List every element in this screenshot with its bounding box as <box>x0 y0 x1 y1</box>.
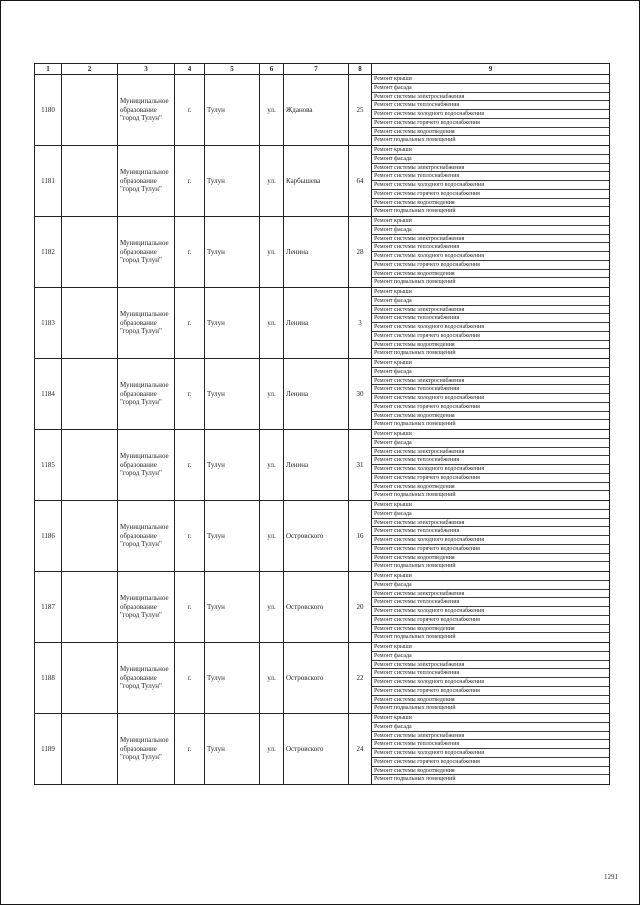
settlement-type-cell: г. <box>175 430 205 501</box>
repair-item: Ремонт системы холодного водоснабжения <box>372 323 609 332</box>
repair-item: Ремонт системы горячего водоснабжения <box>372 261 609 270</box>
repair-item: Ремонт подвальных помещений <box>374 705 456 712</box>
repair-item: Ремонт системы холодного водоснабжения <box>372 181 609 190</box>
repair-item: Ремонт крыши <box>372 217 609 226</box>
repair-item: Ремонт системы водоотведения <box>372 412 609 421</box>
repairs-list-cell <box>372 359 610 430</box>
empty-cell <box>62 217 118 288</box>
repair-item: Ремонт фасада <box>372 652 609 661</box>
repair-item: Ремонт системы горячего водоснабжения <box>372 119 609 128</box>
settlement-type-cell: г. <box>175 288 205 359</box>
house-number-cell: 16 <box>349 501 372 572</box>
house-number-cell: 31 <box>349 430 372 501</box>
empty-cell <box>62 572 118 643</box>
repair-item: Ремонт системы теплоснабжения <box>372 314 609 323</box>
repair-item: Ремонт системы электроснабжения <box>372 590 609 599</box>
repairs-list-cell <box>372 643 610 714</box>
street-cell: Островского <box>284 572 349 643</box>
repairs-table <box>34 63 610 785</box>
repair-item: Ремонт системы горячего водоснабжения <box>372 758 609 767</box>
repairs-list-cell <box>372 572 610 643</box>
repair-item: Ремонт системы теплоснабжения <box>372 669 609 678</box>
street-type-cell: ул. <box>260 572 284 643</box>
table-row <box>35 359 610 430</box>
repair-item: Ремонт подвальных помещений <box>374 279 456 286</box>
table-row <box>35 217 610 288</box>
municipality-cell: Муниципальное образование "город Тулун" <box>118 572 175 643</box>
repair-item: Ремонт системы водоотведения <box>372 483 609 492</box>
repair-item: Ремонт фасада <box>372 439 609 448</box>
municipality-cell: Муниципальное образование "город Тулун" <box>118 643 175 714</box>
repair-item: Ремонт системы теплоснабжения <box>372 172 609 181</box>
empty-cell <box>62 714 118 785</box>
municipality-cell: Муниципальное образование "город Тулун" <box>118 501 175 572</box>
column-header-6: 6 <box>260 64 284 75</box>
street-cell: Ленина <box>284 217 349 288</box>
house-number-cell: 22 <box>349 643 372 714</box>
settlement-cell: Тулун <box>205 572 260 643</box>
table-row <box>35 572 610 643</box>
row-number-cell: 1182 <box>35 217 62 288</box>
settlement-cell: Тулун <box>205 146 260 217</box>
house-number-cell: 20 <box>349 572 372 643</box>
street-cell: Островского <box>284 643 349 714</box>
repairs-list-cell <box>372 75 610 146</box>
house-number-cell: 25 <box>349 75 372 146</box>
repair-item: Ремонт подвальных помещений <box>374 350 456 357</box>
empty-cell <box>62 288 118 359</box>
repair-item: Ремонт системы электроснабжения <box>372 732 609 741</box>
repair-item: Ремонт системы теплоснабжения <box>372 385 609 394</box>
repair-item: Ремонт подвальных помещений <box>374 634 456 641</box>
table-row <box>35 430 610 501</box>
repair-item: Ремонт системы водоотведения <box>372 625 609 634</box>
repair-item: Ремонт системы холодного водоснабжения <box>372 678 609 687</box>
column-header-1: 1 <box>35 64 62 75</box>
page-number: 1291 <box>604 873 618 881</box>
street-type-cell: ул. <box>260 501 284 572</box>
repair-item: Ремонт системы холодного водоснабжения <box>372 110 609 119</box>
repair-item: Ремонт подвальных помещений <box>374 208 456 215</box>
street-type-cell: ул. <box>260 359 284 430</box>
repair-item: Ремонт подвальных помещений <box>374 776 456 783</box>
repair-item: Ремонт системы электроснабжения <box>372 164 609 173</box>
municipality-cell: Муниципальное образование "город Тулун" <box>118 430 175 501</box>
street-type-cell: ул. <box>260 146 284 217</box>
repair-item: Ремонт системы электроснабжения <box>372 661 609 670</box>
empty-cell <box>62 359 118 430</box>
repair-item: Ремонт системы водоотведения <box>372 128 609 137</box>
repairs-list-cell <box>372 501 610 572</box>
repairs-list-cell <box>372 146 610 217</box>
repair-item: Ремонт крыши <box>372 501 609 510</box>
table-row <box>35 714 610 785</box>
repair-item: Ремонт фасада <box>372 297 609 306</box>
repair-item: Ремонт системы электроснабжения <box>372 377 609 386</box>
repair-item: Ремонт крыши <box>372 146 609 155</box>
settlement-type-cell: г. <box>175 359 205 430</box>
empty-cell <box>62 501 118 572</box>
row-number-cell: 1187 <box>35 572 62 643</box>
house-number-cell: 28 <box>349 217 372 288</box>
street-cell: Ленина <box>284 430 349 501</box>
settlement-type-cell: г. <box>175 501 205 572</box>
municipality-cell: Муниципальное образование "город Тулун" <box>118 359 175 430</box>
repair-item: Ремонт системы электроснабжения <box>372 235 609 244</box>
repair-item: Ремонт системы теплоснабжения <box>372 598 609 607</box>
street-type-cell: ул. <box>260 430 284 501</box>
repair-item: Ремонт крыши <box>372 430 609 439</box>
settlement-cell: Тулун <box>205 714 260 785</box>
table-body <box>35 75 610 785</box>
repair-item: Ремонт системы теплоснабжения <box>372 101 609 110</box>
municipality-cell: Муниципальное образование "город Тулун" <box>118 217 175 288</box>
settlement-type-cell: г. <box>175 714 205 785</box>
settlement-type-cell: г. <box>175 643 205 714</box>
repair-item: Ремонт системы горячего водоснабжения <box>372 687 609 696</box>
repair-item: Ремонт системы холодного водоснабжения <box>372 465 609 474</box>
repair-item: Ремонт системы теплоснабжения <box>372 527 609 536</box>
row-number-cell: 1188 <box>35 643 62 714</box>
settlement-cell: Тулун <box>205 643 260 714</box>
settlement-type-cell: г. <box>175 75 205 146</box>
repair-item: Ремонт фасада <box>372 581 609 590</box>
repair-item: Ремонт системы электроснабжения <box>372 93 609 102</box>
column-header-4: 4 <box>175 64 205 75</box>
repair-item: Ремонт системы холодного водоснабжения <box>372 394 609 403</box>
repair-item: Ремонт системы холодного водоснабжения <box>372 252 609 261</box>
column-header-9: 9 <box>372 64 610 75</box>
repair-item: Ремонт крыши <box>372 288 609 297</box>
street-cell: Ленина <box>284 359 349 430</box>
street-type-cell: ул. <box>260 288 284 359</box>
street-cell: Островского <box>284 501 349 572</box>
repair-item: Ремонт системы водоотведения <box>372 270 609 279</box>
row-number-cell: 1186 <box>35 501 62 572</box>
house-number-cell: 24 <box>349 714 372 785</box>
table-header-row <box>35 64 610 75</box>
repair-item: Ремонт системы теплоснабжения <box>372 243 609 252</box>
house-number-cell: 30 <box>349 359 372 430</box>
row-number-cell: 1185 <box>35 430 62 501</box>
street-type-cell: ул. <box>260 217 284 288</box>
repairs-list-cell <box>372 430 610 501</box>
settlement-type-cell: г. <box>175 146 205 217</box>
settlement-cell: Тулун <box>205 430 260 501</box>
repair-item: Ремонт системы холодного водоснабжения <box>372 607 609 616</box>
row-number-cell: 1180 <box>35 75 62 146</box>
repair-item: Ремонт системы горячего водоснабжения <box>372 545 609 554</box>
municipality-cell: Муниципальное образование "город Тулун" <box>118 75 175 146</box>
repair-item: Ремонт системы холодного водоснабжения <box>372 749 609 758</box>
repair-item: Ремонт фасада <box>372 226 609 235</box>
row-number-cell: 1183 <box>35 288 62 359</box>
settlement-cell: Тулун <box>205 288 260 359</box>
table-row <box>35 75 610 146</box>
house-number-cell: 64 <box>349 146 372 217</box>
house-number-cell: 3 <box>349 288 372 359</box>
repair-item: Ремонт системы горячего водоснабжения <box>372 403 609 412</box>
repair-item: Ремонт подвальных помещений <box>374 421 456 428</box>
repair-item: Ремонт крыши <box>372 643 609 652</box>
repair-item: Ремонт системы электроснабжения <box>372 519 609 528</box>
street-type-cell: ул. <box>260 643 284 714</box>
table-row <box>35 643 610 714</box>
repairs-list-cell <box>372 288 610 359</box>
row-number-cell: 1181 <box>35 146 62 217</box>
repair-item: Ремонт системы горячего водоснабжения <box>372 616 609 625</box>
municipality-cell: Муниципальное образование "город Тулун" <box>118 288 175 359</box>
column-header-5: 5 <box>205 64 260 75</box>
repair-item: Ремонт фасада <box>372 155 609 164</box>
repair-item: Ремонт системы водоотведения <box>372 554 609 563</box>
repair-item: Ремонт системы водоотведения <box>372 341 609 350</box>
repairs-list-cell <box>372 217 610 288</box>
row-number-cell: 1189 <box>35 714 62 785</box>
settlement-cell: Тулун <box>205 75 260 146</box>
settlement-cell: Тулун <box>205 501 260 572</box>
repair-item: Ремонт крыши <box>372 75 609 84</box>
table-row <box>35 501 610 572</box>
street-cell: Островского <box>284 714 349 785</box>
repair-item: Ремонт крыши <box>372 714 609 723</box>
repair-item: Ремонт фасада <box>372 510 609 519</box>
repair-item: Ремонт подвальных помещений <box>374 137 456 144</box>
repair-item: Ремонт крыши <box>372 572 609 581</box>
repair-item: Ремонт системы теплоснабжения <box>372 456 609 465</box>
repair-item: Ремонт системы холодного водоснабжения <box>372 536 609 545</box>
street-cell: Жданова <box>284 75 349 146</box>
repair-item: Ремонт системы теплоснабжения <box>372 740 609 749</box>
empty-cell <box>62 146 118 217</box>
repair-item: Ремонт фасада <box>372 368 609 377</box>
repair-item: Ремонт фасада <box>372 84 609 93</box>
empty-cell <box>62 430 118 501</box>
street-cell: Карбышева <box>284 146 349 217</box>
column-header-7: 7 <box>284 64 349 75</box>
settlement-type-cell: г. <box>175 572 205 643</box>
table-row <box>35 146 610 217</box>
street-type-cell: ул. <box>260 714 284 785</box>
municipality-cell: Муниципальное образование "город Тулун" <box>118 714 175 785</box>
column-header-8: 8 <box>349 64 372 75</box>
repair-item: Ремонт крыши <box>372 359 609 368</box>
repair-item: Ремонт системы электроснабжения <box>372 448 609 457</box>
repair-item: Ремонт системы горячего водоснабжения <box>372 190 609 199</box>
settlement-cell: Тулун <box>205 217 260 288</box>
settlement-cell: Тулун <box>205 359 260 430</box>
repair-item: Ремонт системы водоотведения <box>372 767 609 776</box>
row-number-cell: 1184 <box>35 359 62 430</box>
street-type-cell: ул. <box>260 75 284 146</box>
repair-item: Ремонт системы водоотведения <box>372 199 609 208</box>
table-row <box>35 288 610 359</box>
column-header-3: 3 <box>118 64 175 75</box>
empty-cell <box>62 75 118 146</box>
repairs-list-cell <box>372 714 610 785</box>
settlement-type-cell: г. <box>175 217 205 288</box>
repair-item: Ремонт системы горячего водоснабжения <box>372 332 609 341</box>
column-header-2: 2 <box>62 64 118 75</box>
repair-item: Ремонт подвальных помещений <box>374 563 456 570</box>
repair-item: Ремонт фасада <box>372 723 609 732</box>
empty-cell <box>62 643 118 714</box>
repair-item: Ремонт системы электроснабжения <box>372 306 609 315</box>
repair-item: Ремонт подвальных помещений <box>374 492 456 499</box>
municipality-cell: Муниципальное образование "город Тулун" <box>118 146 175 217</box>
repair-item: Ремонт системы горячего водоснабжения <box>372 474 609 483</box>
street-cell: Ленина <box>284 288 349 359</box>
repair-item: Ремонт системы водоотведения <box>372 696 609 705</box>
